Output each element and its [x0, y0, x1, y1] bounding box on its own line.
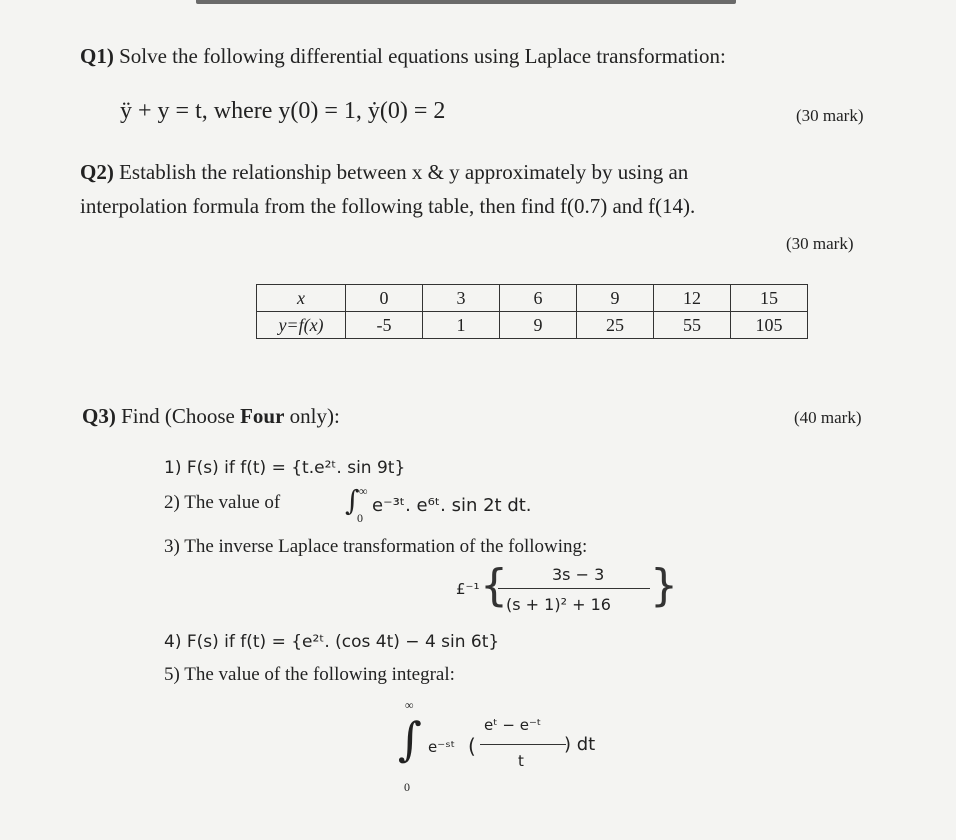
- q3-item1: 1) F(s) if f(t) = {t.e²ᵗ. sin 9t}: [164, 458, 406, 478]
- q2-label: Q2): [80, 160, 114, 184]
- table-cell: 3: [423, 285, 500, 312]
- table-cell: 12: [654, 285, 731, 312]
- top-edge-bar: [196, 0, 736, 4]
- left-brace-icon: {: [480, 560, 508, 611]
- table-row-x: [257, 285, 808, 312]
- q3-item5-numerator: eᵗ − e⁻ᵗ: [484, 716, 542, 734]
- table-header-x: x: [257, 285, 346, 312]
- q3-text-after: only):: [284, 404, 340, 428]
- integral-sign-icon: ∫: [345, 484, 360, 517]
- q3-item4: 4) F(s) if f(t) = {e²ᵗ. (cos 4t) − 4 sin 6t}: [164, 632, 500, 652]
- q3-text-before: Find (Choose: [121, 404, 241, 428]
- q3-label: Q3): [82, 404, 116, 428]
- table-cell: 0: [346, 285, 423, 312]
- table-cell: 15: [731, 285, 808, 312]
- q3-item2-prefix: 2) The value of: [164, 492, 281, 513]
- q3-item5-denominator: t: [518, 752, 524, 770]
- q3-item5-tail: ) dt: [564, 734, 596, 755]
- q2-mark: (30 mark): [786, 234, 854, 253]
- integral-sign-icon: ∫: [398, 712, 422, 766]
- q2-heading: [80, 160, 688, 185]
- table-cell: 9: [500, 312, 577, 339]
- q3-item2-lower: 0: [357, 511, 363, 525]
- table-cell: 55: [654, 312, 731, 339]
- q3-item2: [164, 492, 280, 514]
- q2-line1: Establish the relationship between x & y approximately by using an: [119, 160, 689, 184]
- q3-item5-open-paren: (: [468, 734, 476, 758]
- table-row-y: [257, 312, 808, 339]
- right-brace-icon: }: [650, 560, 678, 611]
- q1-heading: [80, 44, 726, 69]
- table-header-y: y=f(x): [257, 312, 346, 339]
- q3-item3-denominator: (s + 1)² + 16: [506, 595, 611, 614]
- interpolation-table: [256, 284, 808, 339]
- table-cell: 9: [577, 285, 654, 312]
- q3-item2-expr: e⁻³ᵗ. e⁶ᵗ. sin 2t dt.: [372, 495, 532, 516]
- q1-equation: ÿ + y = t, where y(0) = 1, ẏ(0) = 2: [120, 98, 446, 124]
- q1-mark: (30 mark): [796, 106, 864, 125]
- table-cell: -5: [346, 312, 423, 339]
- q3-item5-upper: ∞: [405, 698, 414, 712]
- q3-item3-numerator: 3s − 3: [552, 565, 605, 584]
- q1-text: Solve the following differential equations using Laplace transformation:: [119, 44, 726, 68]
- q2-line2: interpolation formula from the following table, then find f(0.7) and f(14).: [80, 194, 696, 218]
- q3-item3-op: £⁻¹: [456, 580, 480, 598]
- q3-mark: (40 mark): [794, 408, 862, 427]
- q3-heading: [82, 404, 340, 429]
- table-cell: 6: [500, 285, 577, 312]
- q3-item5-kernel: e⁻ˢᵗ: [428, 738, 456, 756]
- q3-item5: 5) The value of the following integral:: [164, 664, 455, 685]
- table-cell: 25: [577, 312, 654, 339]
- q1-label: Q1): [80, 44, 114, 68]
- q3-text-bold: Four: [240, 404, 285, 428]
- q3-item3: 3) The inverse Laplace transformation of the following:: [164, 536, 588, 557]
- table-cell: 1: [423, 312, 500, 339]
- q3-item3-fraction-bar: [498, 588, 650, 589]
- table-cell: 105: [731, 312, 808, 339]
- q3-item5-lower: 0: [404, 780, 410, 794]
- q3-item5-fraction-bar: [480, 744, 566, 745]
- q3-item2-upper: ∞: [359, 484, 368, 498]
